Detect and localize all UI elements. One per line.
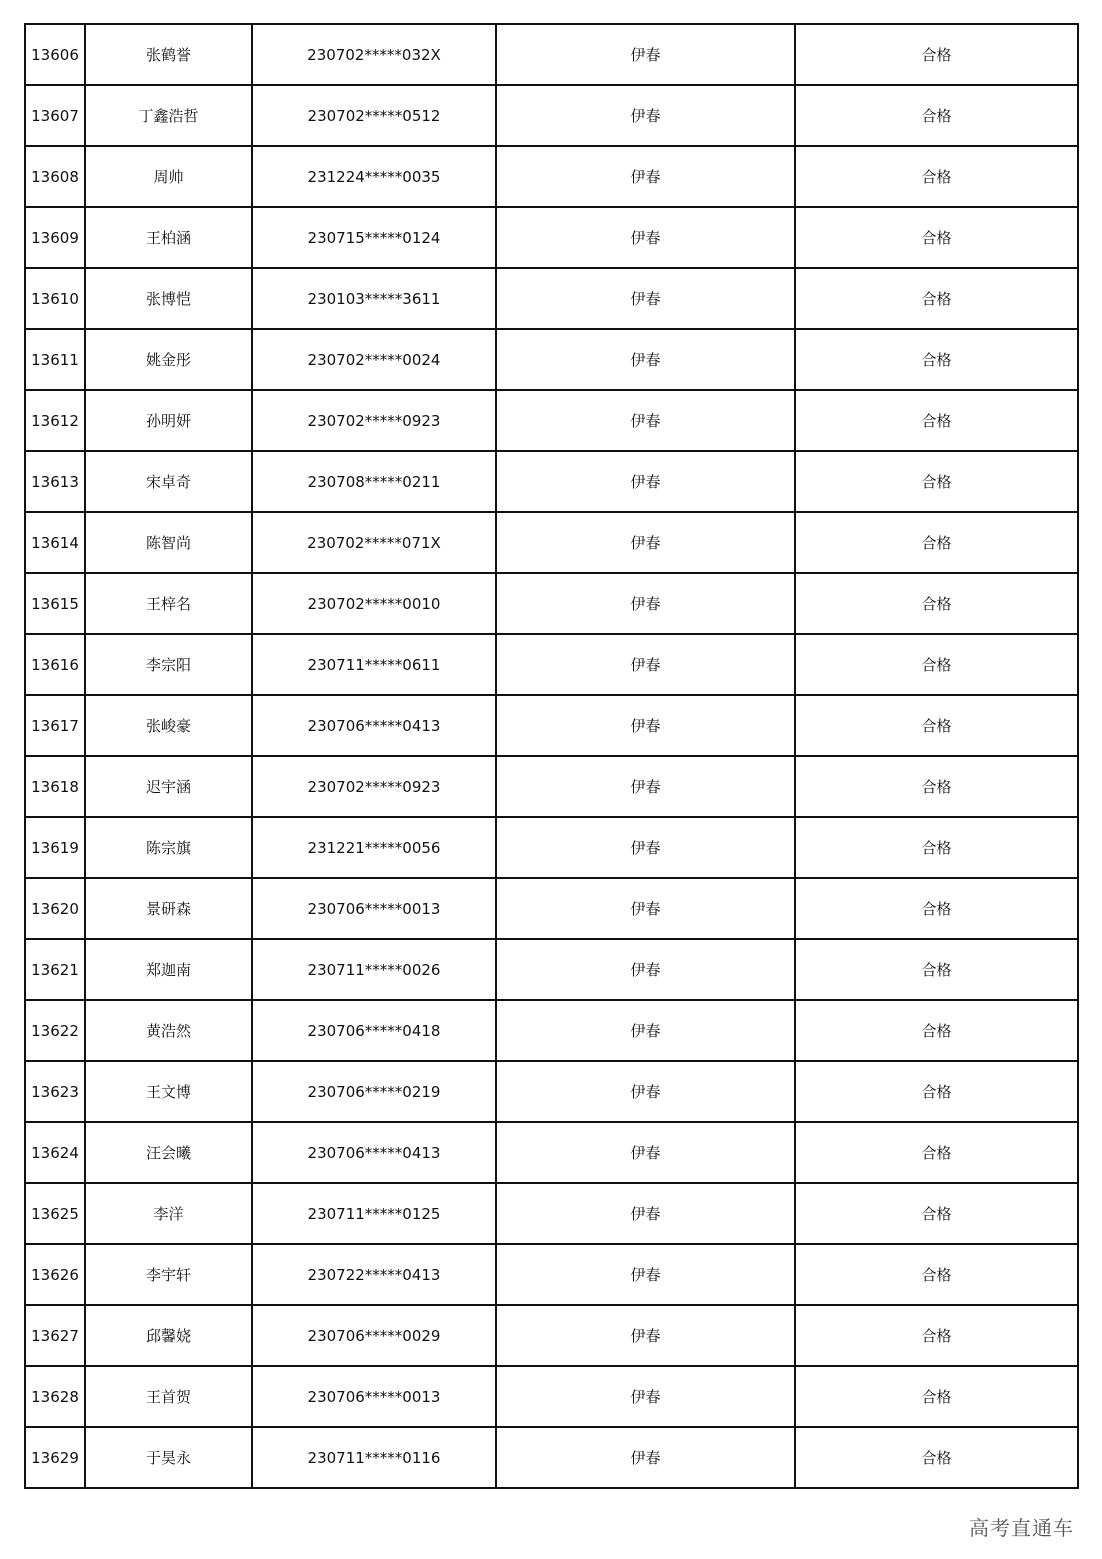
row-number-cell: 13610 (25, 268, 85, 329)
name-cell: 宋卓奇 (85, 451, 252, 512)
name-cell: 李宗阳 (85, 634, 252, 695)
city-cell: 伊春 (496, 1244, 795, 1305)
id-number-cell: 230702*****032X (252, 24, 496, 85)
table-row (25, 1427, 1078, 1488)
table-row (25, 268, 1078, 329)
name-cell: 孙明妍 (85, 390, 252, 451)
name-cell: 黄浩然 (85, 1000, 252, 1061)
id-number-cell: 230702*****0923 (252, 756, 496, 817)
result-cell: 合格 (795, 1122, 1078, 1183)
city-cell: 伊春 (496, 939, 795, 1000)
row-number-cell: 13612 (25, 390, 85, 451)
name-cell: 李洋 (85, 1183, 252, 1244)
id-number-cell: 230711*****0116 (252, 1427, 496, 1488)
city-cell: 伊春 (496, 1427, 795, 1488)
id-number-cell: 230103*****3611 (252, 268, 496, 329)
result-cell: 合格 (795, 695, 1078, 756)
result-cell: 合格 (795, 1427, 1078, 1488)
result-cell: 合格 (795, 390, 1078, 451)
name-cell: 王梓名 (85, 573, 252, 634)
row-number-cell: 13608 (25, 146, 85, 207)
table-row (25, 817, 1078, 878)
result-cell: 合格 (795, 1305, 1078, 1366)
table-row (25, 1061, 1078, 1122)
name-cell: 陈宗旗 (85, 817, 252, 878)
result-cell: 合格 (795, 451, 1078, 512)
row-number-cell: 13628 (25, 1366, 85, 1427)
result-cell: 合格 (795, 939, 1078, 1000)
city-cell: 伊春 (496, 1305, 795, 1366)
row-number-cell: 13609 (25, 207, 85, 268)
city-cell: 伊春 (496, 390, 795, 451)
id-number-cell: 230702*****0923 (252, 390, 496, 451)
table-row (25, 1366, 1078, 1427)
result-cell: 合格 (795, 329, 1078, 390)
city-cell: 伊春 (496, 695, 795, 756)
id-number-cell: 230702*****0512 (252, 85, 496, 146)
city-cell: 伊春 (496, 24, 795, 85)
table-row (25, 451, 1078, 512)
city-cell: 伊春 (496, 85, 795, 146)
id-number-cell: 230715*****0124 (252, 207, 496, 268)
row-number-cell: 13624 (25, 1122, 85, 1183)
id-number-cell: 230702*****071X (252, 512, 496, 573)
result-cell: 合格 (795, 268, 1078, 329)
city-cell: 伊春 (496, 573, 795, 634)
row-number-cell: 13615 (25, 573, 85, 634)
result-cell: 合格 (795, 1061, 1078, 1122)
table-row (25, 878, 1078, 939)
table-row (25, 1244, 1078, 1305)
table-row (25, 85, 1078, 146)
city-cell: 伊春 (496, 1366, 795, 1427)
name-cell: 邱馨娆 (85, 1305, 252, 1366)
name-cell: 迟宇涵 (85, 756, 252, 817)
name-cell: 王文博 (85, 1061, 252, 1122)
id-number-cell: 230702*****0024 (252, 329, 496, 390)
name-cell: 景研森 (85, 878, 252, 939)
city-cell: 伊春 (496, 1183, 795, 1244)
id-number-cell: 230722*****0413 (252, 1244, 496, 1305)
city-cell: 伊春 (496, 756, 795, 817)
row-number-cell: 13617 (25, 695, 85, 756)
result-cell: 合格 (795, 85, 1078, 146)
result-cell: 合格 (795, 573, 1078, 634)
id-number-cell: 230706*****0413 (252, 695, 496, 756)
table-row (25, 756, 1078, 817)
name-cell: 于昊永 (85, 1427, 252, 1488)
name-cell: 张博恺 (85, 268, 252, 329)
result-cell: 合格 (795, 146, 1078, 207)
city-cell: 伊春 (496, 329, 795, 390)
table-row (25, 207, 1078, 268)
result-cell: 合格 (795, 1183, 1078, 1244)
row-number-cell: 13619 (25, 817, 85, 878)
name-cell: 陈智尚 (85, 512, 252, 573)
id-number-cell: 230706*****0219 (252, 1061, 496, 1122)
name-cell: 郑迦南 (85, 939, 252, 1000)
city-cell: 伊春 (496, 1122, 795, 1183)
roster-table (24, 23, 1079, 1489)
id-number-cell: 231221*****0056 (252, 817, 496, 878)
row-number-cell: 13606 (25, 24, 85, 85)
result-cell: 合格 (795, 1244, 1078, 1305)
table-row (25, 1305, 1078, 1366)
watermark: 高考直通车 (969, 1516, 1074, 1540)
city-cell: 伊春 (496, 268, 795, 329)
table-row (25, 1183, 1078, 1244)
id-number-cell: 230711*****0026 (252, 939, 496, 1000)
name-cell: 周帅 (85, 146, 252, 207)
table-row (25, 329, 1078, 390)
row-number-cell: 13622 (25, 1000, 85, 1061)
table-row (25, 512, 1078, 573)
row-number-cell: 13625 (25, 1183, 85, 1244)
name-cell: 丁鑫浩哲 (85, 85, 252, 146)
row-number-cell: 13614 (25, 512, 85, 573)
city-cell: 伊春 (496, 146, 795, 207)
row-number-cell: 13626 (25, 1244, 85, 1305)
table-row (25, 390, 1078, 451)
result-cell: 合格 (795, 24, 1078, 85)
result-cell: 合格 (795, 878, 1078, 939)
table-row (25, 695, 1078, 756)
id-number-cell: 230706*****0413 (252, 1122, 496, 1183)
name-cell: 王柏涵 (85, 207, 252, 268)
result-cell: 合格 (795, 512, 1078, 573)
result-cell: 合格 (795, 1366, 1078, 1427)
id-number-cell: 230706*****0013 (252, 1366, 496, 1427)
table-row (25, 634, 1078, 695)
row-number-cell: 13621 (25, 939, 85, 1000)
city-cell: 伊春 (496, 451, 795, 512)
result-cell: 合格 (795, 207, 1078, 268)
id-number-cell: 230702*****0010 (252, 573, 496, 634)
row-number-cell: 13611 (25, 329, 85, 390)
city-cell: 伊春 (496, 634, 795, 695)
table-row (25, 24, 1078, 85)
result-cell: 合格 (795, 756, 1078, 817)
row-number-cell: 13607 (25, 85, 85, 146)
table-row (25, 1122, 1078, 1183)
city-cell: 伊春 (496, 1061, 795, 1122)
row-number-cell: 13620 (25, 878, 85, 939)
row-number-cell: 13627 (25, 1305, 85, 1366)
table-row (25, 146, 1078, 207)
table-row (25, 1000, 1078, 1061)
city-cell: 伊春 (496, 1000, 795, 1061)
row-number-cell: 13616 (25, 634, 85, 695)
row-number-cell: 13629 (25, 1427, 85, 1488)
id-number-cell: 230711*****0125 (252, 1183, 496, 1244)
table-row (25, 939, 1078, 1000)
city-cell: 伊春 (496, 878, 795, 939)
row-number-cell: 13613 (25, 451, 85, 512)
row-number-cell: 13618 (25, 756, 85, 817)
name-cell: 汪会曦 (85, 1122, 252, 1183)
city-cell: 伊春 (496, 207, 795, 268)
name-cell: 王首贺 (85, 1366, 252, 1427)
table-row (25, 573, 1078, 634)
name-cell: 李宇轩 (85, 1244, 252, 1305)
id-number-cell: 231224*****0035 (252, 146, 496, 207)
id-number-cell: 230708*****0211 (252, 451, 496, 512)
name-cell: 姚金彤 (85, 329, 252, 390)
id-number-cell: 230706*****0013 (252, 878, 496, 939)
city-cell: 伊春 (496, 512, 795, 573)
row-number-cell: 13623 (25, 1061, 85, 1122)
result-cell: 合格 (795, 817, 1078, 878)
city-cell: 伊春 (496, 817, 795, 878)
name-cell: 张峻豪 (85, 695, 252, 756)
name-cell: 张鹤誉 (85, 24, 252, 85)
roster-body (25, 24, 1078, 1488)
id-number-cell: 230706*****0029 (252, 1305, 496, 1366)
id-number-cell: 230706*****0418 (252, 1000, 496, 1061)
result-cell: 合格 (795, 634, 1078, 695)
result-cell: 合格 (795, 1000, 1078, 1061)
id-number-cell: 230711*****0611 (252, 634, 496, 695)
